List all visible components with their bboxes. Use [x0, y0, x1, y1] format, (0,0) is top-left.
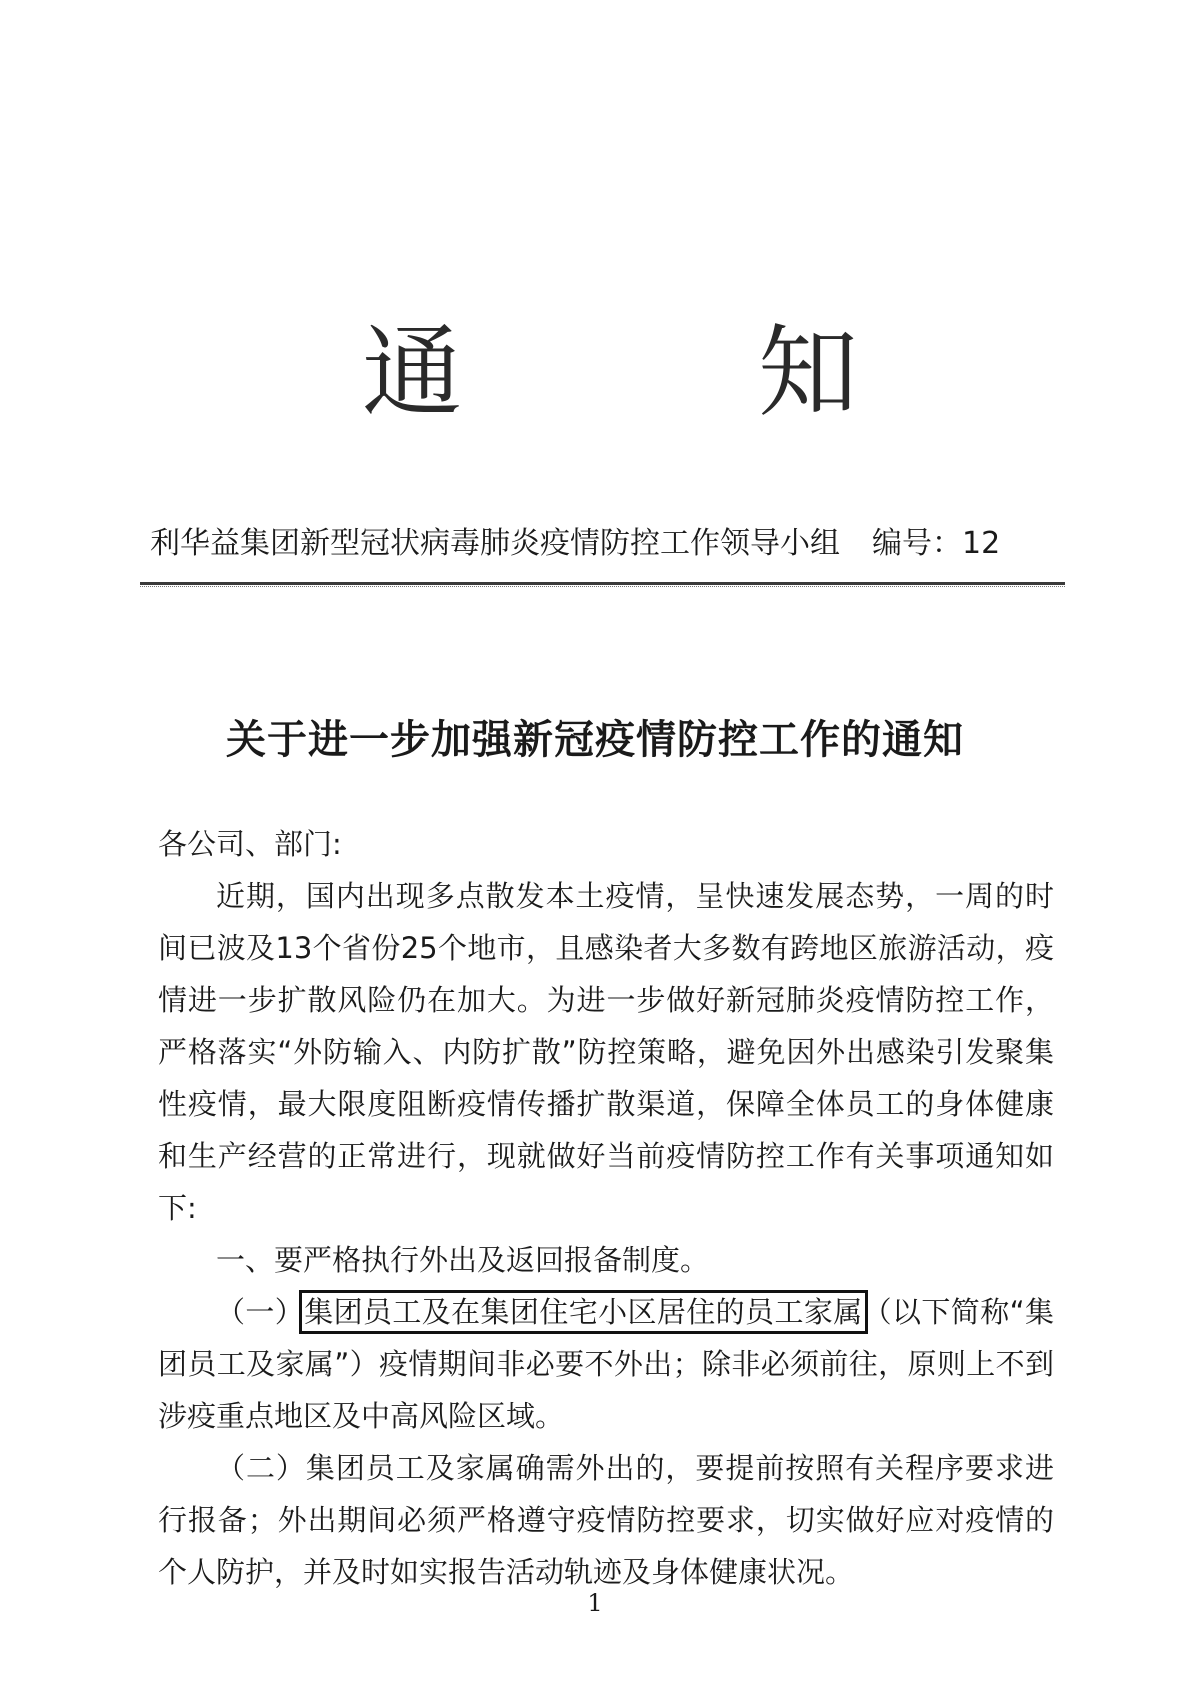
issuer-name: 利华益集团新型冠状病毒肺炎疫情防控工作领导小组: [150, 526, 840, 561]
notice-body: [158, 818, 1054, 1598]
item-1: [158, 1286, 1054, 1442]
heading-char-2: 知: [758, 314, 858, 431]
item-1-highlight: 集团员工及在集团住宅小区居住的员工家属: [304, 1295, 863, 1329]
section-heading-1: 一、要严格执行外出及返回报备制度。: [216, 1243, 710, 1277]
serial-number: 编号：12: [872, 526, 1001, 561]
item-2: （二）集团员工及家属确需外出的，要提前按照有关程序要求进行报备；外出期间必须严格遵守疫情防控要求，切实做好应对疫情的个人防护，并及时如实报告活动轨迹及身体健康状况。: [158, 1451, 1054, 1589]
header-divider: [140, 582, 1065, 585]
notice-title: 关于进一步加强新冠疫情防控工作的通知: [226, 716, 964, 763]
heading-char-1: 通: [362, 314, 462, 431]
salutation: 各公司、部门:: [158, 827, 342, 861]
page-number: 1: [587, 1589, 603, 1617]
header-divider-dotted: [140, 586, 1065, 587]
item-1-rest: （以下简称“集团员工及家属”）疫情期间非必要不外出；除非必须前往，原则上不到涉疫重点地区及中高风险区域。: [158, 1295, 1054, 1433]
issuer-line: [150, 522, 1060, 566]
paragraph-intro: 近期，国内出现多点散发本土疫情，呈快速发展态势，一周的时间已波及13个省份25个地市，且感染者大多数有跨地区旅游活动，疫情进一步扩散风险仍在加大。为进一步做好新冠肺炎疫情防控工作，严格落实“外防输入、内防扩散”防控策略，避免因外出感染引发聚集性疫情，最大限度阻断疫情传播扩散渠道，保障全体员工的身体健康和生产经营的正常进行，现就做好当前疫情防控工作有关事项通知如下:: [158, 879, 1054, 1225]
document-heading: [0, 308, 1190, 438]
item-1-prefix: （一）: [216, 1295, 305, 1329]
